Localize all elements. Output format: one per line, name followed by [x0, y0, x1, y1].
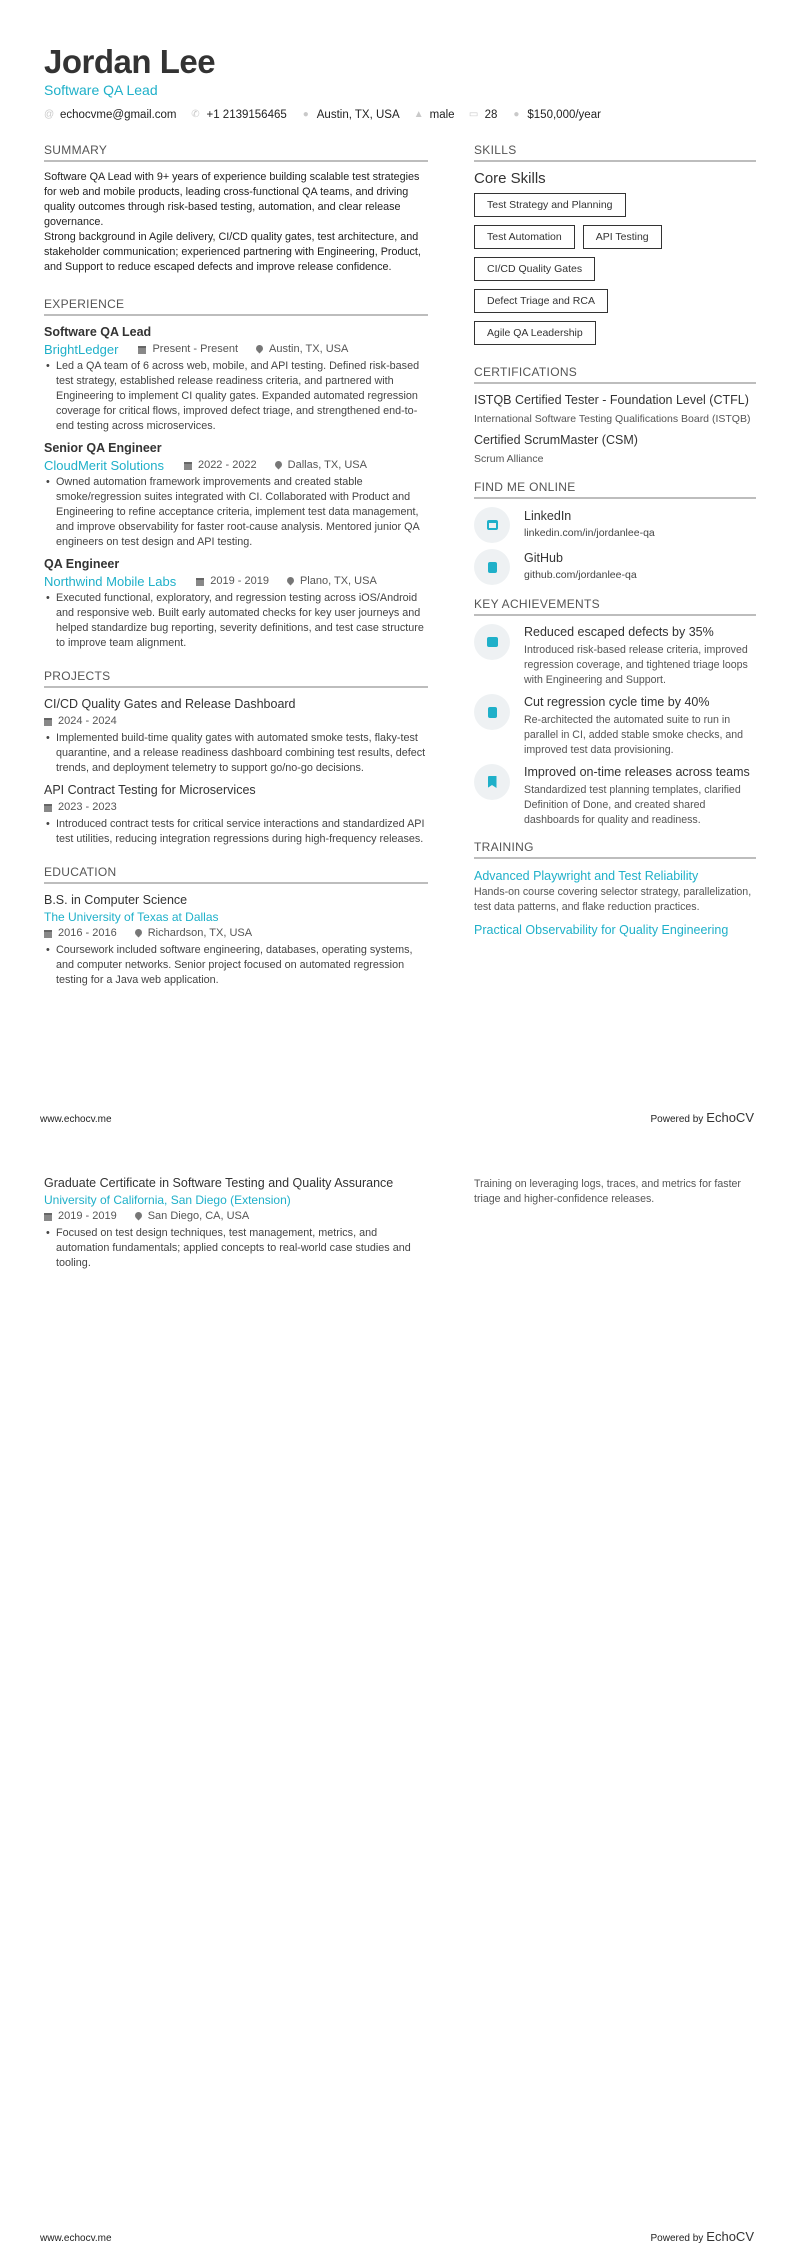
school-name: University of California, San Diego (Extension) [44, 1193, 291, 1207]
skill-tag: Test Automation [474, 225, 575, 249]
salary-icon: ● [513, 109, 520, 120]
achievement-title: Improved on-time releases across teams [524, 765, 750, 779]
achievement-title: Cut regression cycle time by 40% [524, 695, 710, 709]
certifications-section [474, 365, 756, 466]
training-desc: Training on leveraging logs, traces, and metrics for faster triage and higher-confidence releases. [474, 1178, 741, 1205]
project-entry [44, 696, 428, 776]
achievement-item [474, 624, 756, 688]
person-icon: ▲ [413, 109, 424, 120]
left-column-continued [44, 1175, 428, 1277]
summary-section [44, 143, 428, 275]
footer-powered-by: Powered by [650, 1114, 704, 1125]
project-entry [44, 782, 428, 847]
cert-org: International Software Testing Qualifications Board (ISTQB) [474, 413, 751, 425]
job-title: QA Engineer [44, 557, 120, 571]
phone-icon: ✆ [191, 109, 200, 120]
summary-paragraph: Software QA Lead with 9+ years of experience building scalable test strategies for web and mobile products, leading cross-functional QA teams, and driving quality outcomes through risk-based testing, automation, and clear release governance. [44, 171, 420, 228]
contact-salary: ● $150,000/year [513, 109, 601, 121]
training-desc: Hands-on course covering selector strategy, parallelization, test data patterns, and flake reduction practices. [474, 886, 752, 913]
training-title: Advanced Playwright and Test Reliability [474, 869, 699, 883]
project-title: API Contract Testing for Microservices [44, 783, 256, 797]
online-github[interactable] [474, 549, 756, 585]
page-footer [40, 2229, 754, 2244]
section-heading: EDUCATION [44, 865, 428, 884]
contact-age: ▭ 28 [468, 109, 498, 121]
contact-phone[interactable]: ✆ +1 2139156465 [191, 109, 287, 121]
section-heading: EXPERIENCE [44, 297, 428, 316]
achievement-item [474, 694, 756, 758]
online-section [474, 480, 756, 585]
job-meta [44, 457, 428, 474]
calendar-icon [44, 718, 52, 726]
skill-tag: API Testing [583, 225, 662, 249]
resume-header [44, 44, 215, 98]
skill-tag: Agile QA Leadership [474, 321, 596, 345]
achievement-desc: Standardized test planning templates, clarified Definition of Done, and created shared dashboards for quality and readiness. [524, 784, 741, 826]
skill-tag: Defect Triage and RCA [474, 289, 608, 313]
skill-tags [474, 193, 756, 353]
project-dates: 2023 - 2023 [58, 801, 117, 813]
degree-title: B.S. in Computer Science [44, 893, 188, 907]
online-linkedin[interactable] [474, 507, 756, 543]
calendar-icon: ▭ [468, 109, 479, 120]
project-title: CI/CD Quality Gates and Release Dashboard [44, 697, 296, 711]
project-dates: 2024 - 2024 [58, 715, 117, 727]
cert-title: Certified ScrumMaster (CSM) [474, 433, 638, 447]
github-icon [488, 562, 497, 573]
location-pin-icon [135, 929, 142, 938]
job-bullet: • Executed functional, exploratory, and regression testing across iOS/Android and responsive web. Built early automated checks for key user journeys and helped standardize bug reporting, severity definitions, and test case structure to improve team alignment. [44, 591, 428, 651]
footer-site-link[interactable]: www.echocv.me [40, 1114, 112, 1125]
section-heading: FIND ME ONLINE [474, 480, 756, 499]
school-name: The University of Texas at Dallas [44, 910, 219, 924]
footer-brand[interactable]: EchoCV [706, 2229, 754, 2244]
project-bullet: • Implemented build-time quality gates with automated smoke tests, flaky-test quarantine, and a release readiness dashboard combining test results, defect trends, and deployment telemetry to support go/no-go decisions. [44, 731, 428, 776]
calendar-icon [184, 462, 192, 470]
online-url[interactable]: github.com/jordanlee-qa [524, 569, 637, 581]
linkedin-icon [487, 520, 498, 530]
training-title: Practical Observability for Quality Engineering [474, 923, 729, 937]
job-meta [44, 573, 428, 590]
job-meta [44, 341, 428, 358]
calendar-icon [196, 578, 204, 586]
bar-chart-icon [487, 637, 498, 647]
job-dates: Present - Present [152, 343, 239, 355]
online-label: GitHub [524, 551, 563, 565]
online-label: LinkedIn [524, 509, 572, 523]
training-section [474, 840, 756, 939]
summary-paragraph: Strong background in Agile delivery, CI/CD quality gates, test architecture, and stakeholder communication; experienced partnering with Engineering, Product, and Support to reduce escaped defects and improve release confidence. [44, 231, 421, 273]
company-name: Northwind Mobile Labs [44, 574, 177, 589]
section-heading: KEY ACHIEVEMENTS [474, 597, 756, 616]
right-column-continued [474, 1177, 756, 1213]
skill-tag: Test Strategy and Planning [474, 193, 626, 217]
right-column [474, 143, 756, 939]
candidate-name: Jordan Lee [44, 43, 216, 80]
achievement-desc: Introduced risk-based release criteria, improved regression coverage, and tightened triage loops with Engineering and Support. [524, 644, 748, 686]
resume-page-2 [0, 1123, 794, 2246]
education-bullet: • Focused on test design techniques, test management, metrics, and automation fundamentals; applied concepts to real-world case studies and tooling. [44, 1226, 428, 1271]
document-chart-icon [488, 707, 497, 718]
skills-group-title: Core Skills [474, 170, 546, 187]
location-pin-icon: ● [302, 109, 309, 120]
project-bullet: • Introduced contract tests for critical service interactions and standardized API test utilities, reducing integration regressions during high-frequency releases. [44, 817, 428, 847]
left-column [44, 143, 428, 994]
section-heading: SKILLS [474, 143, 756, 162]
location-pin-icon [287, 577, 294, 586]
job-bullet: • Owned automation framework improvements and created stable smoke/regression suites integrated with CI. Collaborated with Product and Engineering to refine acceptance criteria, implement test data management, and improve observability for faster root-cause analysis. Mentored junior QA engineers on test design and API testing. [44, 475, 428, 550]
at-icon: @ [44, 109, 55, 120]
location-pin-icon [256, 345, 263, 354]
education-dates: 2016 - 2016 [58, 927, 117, 939]
section-heading: CERTIFICATIONS [474, 365, 756, 384]
job-dates: 2022 - 2022 [197, 459, 257, 471]
job-dates: 2019 - 2019 [210, 575, 269, 587]
skills-section [474, 143, 756, 353]
section-heading: SUMMARY [44, 143, 428, 162]
contact-gender: ▲ male [413, 109, 455, 121]
education-dates: 2019 - 2019 [58, 1210, 117, 1222]
candidate-title: Software QA Lead [44, 82, 158, 98]
degree-title: Graduate Certificate in Software Testing and Quality Assurance [44, 1176, 394, 1190]
job-bullet: • Led a QA team of 6 across web, mobile, and API testing. Defined risk-based test strategy, established release readiness criteria, and partnered with Engineering to implement CI quality gates. Expanded automated regression coverage for critical flows, improved defect triage, and strengthened end-to-end testing across microservices. [44, 359, 428, 434]
company-name: CloudMerit Solutions [44, 458, 164, 473]
projects-section [44, 669, 428, 847]
job-location: Dallas, TX, USA [287, 459, 367, 471]
contact-location: ● Austin, TX, USA [302, 109, 400, 121]
education-entry [44, 1175, 428, 1271]
location-pin-icon [275, 461, 282, 470]
calendar-icon [44, 1213, 52, 1221]
location-pin-icon [135, 1212, 142, 1221]
achievement-item [474, 764, 756, 828]
section-heading: TRAINING [474, 840, 756, 859]
job-entry [44, 556, 428, 651]
education-entry [44, 892, 428, 988]
cert-title: ISTQB Certified Tester - Foundation Level (CTFL) [474, 393, 749, 407]
achievement-desc: Re-architected the automated suite to run in parallel in CI, added stable smoke checks, and improved test data provisioning. [524, 714, 744, 756]
footer-powered-by: Powered by [650, 2233, 704, 2244]
job-location: Plano, TX, USA [299, 575, 377, 587]
job-title: Senior QA Engineer [44, 441, 162, 455]
achievement-title: Reduced escaped defects by 35% [524, 625, 714, 639]
education-location: San Diego, CA, USA [147, 1210, 250, 1222]
job-title: Software QA Lead [44, 325, 152, 339]
footer-site-link[interactable]: www.echocv.me [40, 2233, 112, 2244]
cert-org: Scrum Alliance [474, 453, 544, 465]
experience-section [44, 297, 428, 651]
calendar-icon [44, 930, 52, 938]
company-name: BrightLedger [44, 342, 119, 357]
education-bullet: • Coursework included software engineering, databases, operating systems, and computer networks. Senior project focused on automated regression testing for a Java web application. [44, 943, 428, 988]
calendar-icon [44, 804, 52, 812]
section-heading: PROJECTS [44, 669, 428, 688]
job-entry [44, 324, 428, 434]
job-location: Austin, TX, USA [269, 343, 349, 355]
achievements-section [474, 597, 756, 828]
bookmark-icon [488, 776, 497, 788]
footer-brand[interactable]: EchoCV [706, 1110, 754, 1125]
contact-email[interactable]: @ echocvme@gmail.com [44, 109, 177, 121]
job-entry [44, 440, 428, 550]
online-url[interactable]: linkedin.com/in/jordanlee-qa [524, 527, 655, 539]
education-location: Richardson, TX, USA [147, 927, 253, 939]
contact-row [44, 109, 615, 121]
calendar-icon [138, 346, 146, 354]
skill-tag: CI/CD Quality Gates [474, 257, 595, 281]
education-section [44, 865, 428, 988]
